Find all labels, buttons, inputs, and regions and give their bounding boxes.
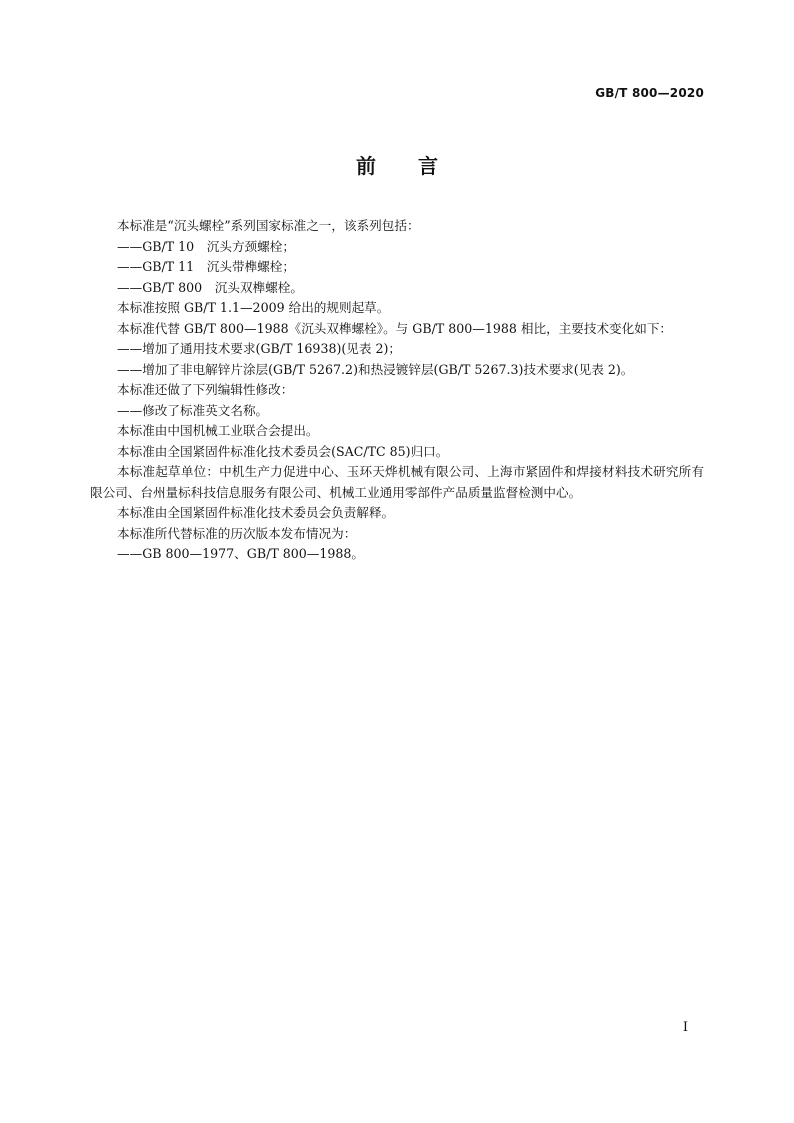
list-item: ——GB/T 800 沉头双榫螺栓。 (117, 279, 303, 295)
paragraph: 本标准是“沉头螺栓”系列国家标准之一，该系列包括： (117, 218, 420, 233)
paragraph: 本标准还做了下列编辑性修改： (117, 382, 294, 397)
list-item: ——修改了标准英文名称。 (117, 402, 269, 418)
list-item: ——GB/T 10 沉头方颈螺栓； (117, 238, 295, 254)
page-title: 前言 (356, 154, 480, 178)
paragraph: 本标准由全国紧固件标准化技术委员会(SAC/TC 85)归口。 (117, 443, 449, 459)
paragraph: 本标准由全国紧固件标准化技术委员会负责解释。 (117, 505, 395, 520)
paragraph: 本标准起草单位：中机生产力促进中心、玉环天烨机械有限公司、上海市紧固件和焊接材料技术研究所有限公司、台州量标科技信息服务有限公司、机械工业通用零部件产品质量监督检测中心。 (90, 464, 704, 500)
list-item: ——GB 800—1977、GB/T 800—1988。 (117, 546, 365, 561)
paragraph: 本标准代替 GB/T 800—1988《沉头双榫螺栓》。与 GB/T 800—1988 相比，主要技术变化如下： (117, 320, 673, 336)
list-item: ——增加了通用技术要求(GB/T 16938)(见表 2)； (117, 341, 402, 356)
standard-number: GB/T 800—2020 (595, 86, 704, 100)
list-item: ——增加了非电解锌片涂层(GB/T 5267.2)和热浸镀锌层(GB/T 5267.3)技术要求(见表 2)。 (117, 361, 634, 377)
page-number: I (682, 1020, 688, 1035)
paragraph: 本标准按照 GB/T 1.1—2009 给出的规则起草。 (117, 300, 390, 315)
list-item: ——GB/T 11 沉头带榫螺栓； (117, 259, 295, 274)
paragraph: 本标准由中国机械工业联合会提出。 (117, 423, 319, 438)
paragraph: 本标准所代替标准的历次版本发布情况为： (117, 525, 357, 541)
foreword-body (90, 216, 704, 565)
